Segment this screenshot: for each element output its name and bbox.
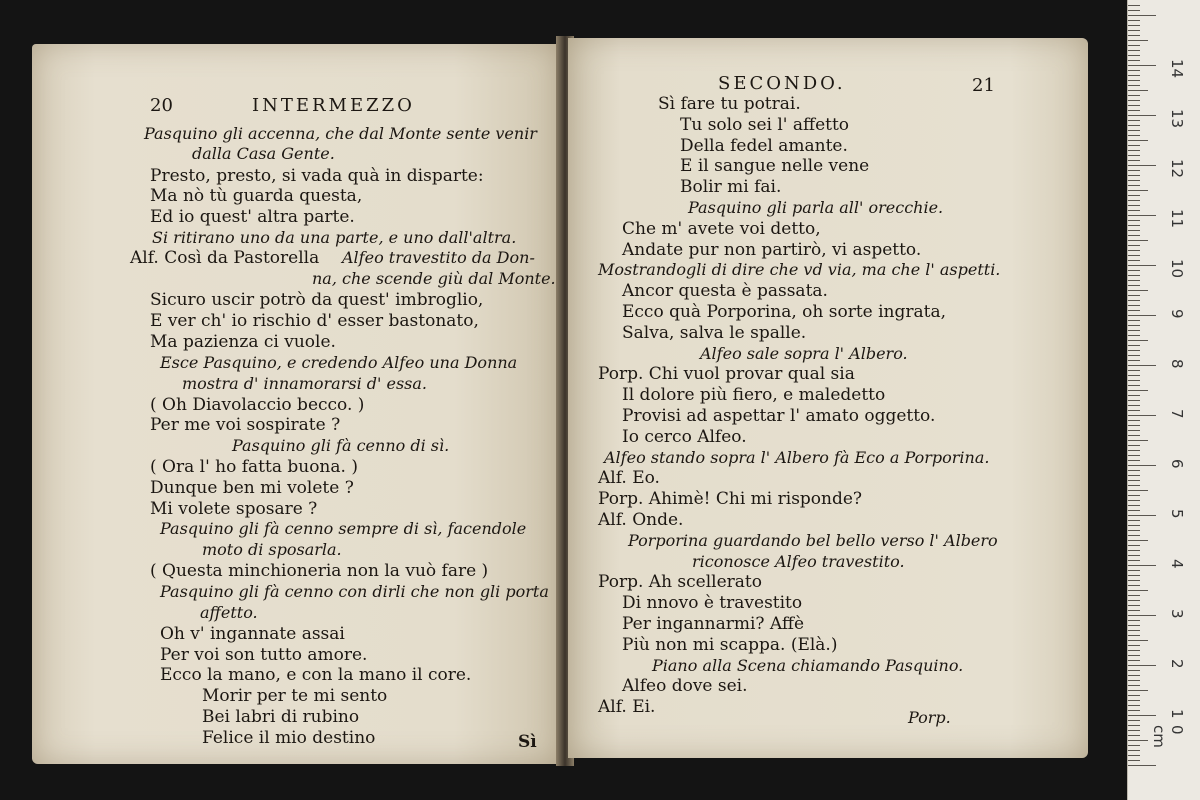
text-line: Ancor questa è passata. xyxy=(622,281,828,302)
text-line: Felice il mio destino xyxy=(202,728,376,748)
ruler-label: 4 xyxy=(1168,559,1186,569)
text-line: Ma nò tù guarda questa, xyxy=(150,186,363,206)
text-line: Morir per te mi sento xyxy=(202,686,388,706)
ruler-tick xyxy=(1128,140,1148,141)
ruler-tick xyxy=(1128,540,1148,541)
ruler-tick xyxy=(1128,620,1140,621)
text-line: affetto. xyxy=(200,603,258,622)
text-line: Alf. Ei. xyxy=(598,697,656,718)
text-line: ( Oh Diavolaccio becco. ) xyxy=(150,395,365,415)
ruler-tick xyxy=(1128,115,1156,116)
ruler-tick xyxy=(1128,565,1156,566)
ruler-tick xyxy=(1128,600,1140,601)
ruler-tick xyxy=(1128,65,1156,66)
ruler-tick xyxy=(1128,125,1140,126)
ruler-tick xyxy=(1128,105,1140,106)
ruler-tick xyxy=(1128,120,1140,121)
text-line: Più non mi scappa. (Elà.) xyxy=(622,634,838,655)
running-head: SECONDO. xyxy=(718,73,846,94)
text-line: dalla Casa Gente. xyxy=(192,144,335,163)
ruler-tick xyxy=(1128,205,1140,206)
text-line: ( Questa minchioneria non la vuò fare ) xyxy=(150,561,489,581)
ruler-tick xyxy=(1128,230,1140,231)
ruler-tick xyxy=(1128,85,1140,86)
ruler-tick xyxy=(1128,280,1140,281)
ruler-tick xyxy=(1128,690,1148,691)
page-number: 20 xyxy=(150,95,173,116)
ruler-tick xyxy=(1128,385,1140,386)
text-line: Alf. Eo. xyxy=(598,468,660,489)
ruler-tick xyxy=(1128,295,1140,296)
ruler-tick xyxy=(1128,110,1140,111)
text-line: Andate pur non partirò, vi aspetto. xyxy=(622,239,922,260)
ruler-tick xyxy=(1128,610,1140,611)
ruler-tick xyxy=(1128,265,1156,266)
ruler-tick xyxy=(1128,390,1148,391)
ruler-tick xyxy=(1128,645,1140,646)
text-line: riconosce Alfeo travestito. xyxy=(692,551,905,571)
ruler-tick xyxy=(1128,395,1140,396)
ruler-tick xyxy=(1128,70,1140,71)
ruler-tick xyxy=(1128,525,1140,526)
ruler-tick xyxy=(1128,650,1140,651)
text-line: Ma pazienza ci vuole. xyxy=(150,332,336,352)
ruler-tick xyxy=(1128,700,1140,701)
ruler-tick xyxy=(1128,5,1140,6)
ruler-tick xyxy=(1128,480,1140,481)
ruler-tick xyxy=(1128,520,1140,521)
ruler-tick xyxy=(1128,100,1140,101)
ruler-tick xyxy=(1128,460,1140,461)
ruler-tick xyxy=(1128,240,1148,241)
ruler-tick xyxy=(1128,630,1140,631)
ruler-tick xyxy=(1128,355,1140,356)
ruler-tick xyxy=(1128,250,1140,251)
ruler-tick xyxy=(1128,325,1140,326)
ruler-tick xyxy=(1128,655,1140,656)
ruler-tick xyxy=(1128,740,1148,741)
text-line: Alfeo sale sopra l' Albero. xyxy=(700,343,908,363)
ruler-tick xyxy=(1128,585,1140,586)
text-line: E il sangue nelle vene xyxy=(680,156,870,177)
ruler-label: 2 xyxy=(1168,659,1186,669)
ruler-tick xyxy=(1128,130,1140,131)
ruler-tick xyxy=(1128,660,1140,661)
ruler-tick xyxy=(1128,495,1140,496)
ruler-tick xyxy=(1128,465,1156,466)
text-line: Il dolore più fiero, e maledetto xyxy=(622,385,886,406)
ruler-tick xyxy=(1128,765,1156,766)
text-line: Porp. Ahimè! Chi mi risponde? xyxy=(598,489,863,510)
ruler-tick xyxy=(1128,445,1140,446)
ruler-tick xyxy=(1128,185,1140,186)
ruler-tick xyxy=(1128,720,1140,721)
ruler-tick xyxy=(1128,530,1140,531)
ruler-tick xyxy=(1128,345,1140,346)
ruler-tick xyxy=(1128,25,1140,26)
ruler-tick xyxy=(1128,245,1140,246)
ruler-tick xyxy=(1128,150,1140,151)
ruler-tick xyxy=(1128,425,1140,426)
ruler-label: 10 xyxy=(1168,259,1186,279)
ruler-tick xyxy=(1128,625,1140,626)
text-line: Esce Pasquino, e credendo Alfeo una Donna xyxy=(160,353,518,372)
text-line: mostra d' innamorarsi d' essa. xyxy=(182,374,428,393)
ruler-tick xyxy=(1128,380,1140,381)
ruler-tick xyxy=(1128,365,1156,366)
page-number: 21 xyxy=(972,75,995,96)
text-line: Salva, salva le spalle. xyxy=(622,322,807,343)
ruler-tick xyxy=(1128,15,1156,16)
ruler-label: 7 xyxy=(1168,409,1186,419)
ruler-tick xyxy=(1128,210,1140,211)
ruler-tick xyxy=(1128,705,1140,706)
ruler-tick xyxy=(1128,160,1140,161)
ruler-tick xyxy=(1128,225,1140,226)
ruler-tick xyxy=(1128,315,1156,316)
ruler-tick xyxy=(1128,490,1148,491)
ruler-tick xyxy=(1128,510,1140,511)
ruler-tick xyxy=(1128,430,1140,431)
ruler-tick xyxy=(1128,695,1140,696)
ruler-tick xyxy=(1128,35,1140,36)
ruler-label: 5 xyxy=(1168,509,1186,519)
ruler-tick xyxy=(1128,515,1156,516)
ruler-tick xyxy=(1128,285,1140,286)
ruler-tick xyxy=(1128,55,1140,56)
ruler-tick xyxy=(1128,320,1140,321)
ruler-tick xyxy=(1128,615,1156,616)
ruler-tick xyxy=(1128,440,1148,441)
text-line: Di nnovo è travestito xyxy=(622,593,803,614)
text-line: Pasquino gli fà cenno sempre di sì, facendole xyxy=(160,519,527,538)
text-line: Ed io quest' altra parte. xyxy=(150,207,355,227)
text-line: Oh v' ingannate assai xyxy=(160,624,345,644)
ruler-tick xyxy=(1128,200,1140,201)
ruler-tick xyxy=(1128,360,1140,361)
ruler-tick xyxy=(1128,505,1140,506)
text-line: Alfeo stando sopra l' Albero fà Eco a Porporina. xyxy=(604,447,990,467)
left-page xyxy=(32,44,560,764)
text-line: Porporina guardando bel bello verso l' Albero xyxy=(628,530,998,550)
ruler-tick xyxy=(1128,30,1140,31)
text-line: Bolir mi fai. xyxy=(680,177,782,198)
catchword: Porp. xyxy=(908,708,951,727)
ruler-label: 6 xyxy=(1168,459,1186,469)
ruler-tick xyxy=(1128,715,1156,716)
text-line: Che m' avete voi detto, xyxy=(622,218,821,239)
text-line: Tu solo sei l' affetto xyxy=(680,114,850,135)
ruler-tick xyxy=(1128,175,1140,176)
ruler-tick xyxy=(1128,755,1140,756)
ruler-tick xyxy=(1128,350,1140,351)
text-line: Mi volete sposare ? xyxy=(150,499,318,519)
ruler-tick xyxy=(1128,20,1140,21)
ruler-label: 8 xyxy=(1168,359,1186,369)
ruler-tick xyxy=(1128,595,1140,596)
ruler-tick xyxy=(1128,710,1140,711)
ruler-tick xyxy=(1128,405,1140,406)
text-line: Alfeo travestito da Don- xyxy=(342,248,535,267)
text-line: na, che scende giù dal Monte. xyxy=(312,269,556,288)
text-line: Dunque ben mi volete ? xyxy=(150,478,354,498)
text-line: Alfeo dove sei. xyxy=(622,676,748,697)
ruler-tick xyxy=(1128,750,1140,751)
ruler-tick xyxy=(1128,485,1140,486)
ruler-label: 11 xyxy=(1168,209,1186,229)
text-line: Pasquino gli accenna, che dal Monte sente venir xyxy=(144,124,537,143)
text-line: Della fedel amante. xyxy=(680,135,848,156)
open-book xyxy=(28,36,1088,766)
ruler-tick xyxy=(1128,180,1140,181)
ruler-tick xyxy=(1128,560,1140,561)
ruler-tick xyxy=(1128,640,1148,641)
ruler-tick xyxy=(1128,335,1140,336)
text-line: Per ingannarmi? Affè xyxy=(622,614,805,634)
ruler-tick xyxy=(1128,605,1140,606)
text-line: Ecco la mano, e con la mano il core. xyxy=(160,665,472,685)
ruler-tick xyxy=(1128,685,1140,686)
ruler-tick xyxy=(1128,75,1140,76)
text-line: Mostrandogli di dire che vd via, ma che l' aspetti. xyxy=(598,260,1001,280)
text-line: Porp. Ah scellerato xyxy=(598,572,762,593)
ruler-tick xyxy=(1128,590,1148,591)
ruler-tick xyxy=(1128,220,1140,221)
ruler-label: 1 xyxy=(1168,709,1186,719)
ruler-tick xyxy=(1128,555,1140,556)
text-line: ( Ora l' ho fatta buona. ) xyxy=(150,457,358,477)
ruler-tick xyxy=(1128,135,1140,136)
ruler-tick xyxy=(1128,165,1156,166)
ruler-tick xyxy=(1128,260,1140,261)
ruler-label: 14 xyxy=(1168,59,1186,79)
ruler-tick xyxy=(1128,190,1148,191)
text-line: Per me voi sospirate ? xyxy=(150,415,341,435)
ruler-tick xyxy=(1128,215,1156,216)
ruler-label: 13 xyxy=(1168,109,1186,129)
ruler-tick xyxy=(1128,310,1140,311)
ruler-tick xyxy=(1128,670,1140,671)
text-line: Porp. Chi vuol provar qual sia xyxy=(598,364,855,385)
ruler-tick xyxy=(1128,305,1140,306)
ruler-tick xyxy=(1128,170,1140,171)
ruler-tick xyxy=(1128,400,1140,401)
ruler-tick xyxy=(1128,745,1140,746)
ruler-tick xyxy=(1128,370,1140,371)
ruler-tick xyxy=(1128,270,1140,271)
ruler-tick xyxy=(1128,760,1140,761)
ruler-tick xyxy=(1128,500,1140,501)
ruler-tick xyxy=(1128,635,1140,636)
ruler-tick xyxy=(1128,735,1140,736)
ruler-tick xyxy=(1128,570,1140,571)
ruler-tick xyxy=(1128,535,1140,536)
ruler-tick xyxy=(1128,455,1140,456)
ruler-tick xyxy=(1128,580,1140,581)
ruler-label: 12 xyxy=(1168,159,1186,179)
ruler-tick xyxy=(1128,330,1140,331)
catchword: Sì xyxy=(518,732,537,752)
ruler-tick xyxy=(1128,155,1140,156)
text-line: Io cerco Alfeo. xyxy=(622,426,747,447)
ruler-tick xyxy=(1128,550,1140,551)
text-line: Piano alla Scena chiamando Pasquino. xyxy=(652,655,964,675)
ruler-tick xyxy=(1128,675,1140,676)
ruler-tick xyxy=(1128,730,1140,731)
text-line: Pasquino gli parla all' orecchie. xyxy=(688,198,944,217)
ruler-tick xyxy=(1128,60,1140,61)
ruler-tick xyxy=(1128,410,1140,411)
ruler-tick xyxy=(1128,40,1148,41)
ruler-tick xyxy=(1128,95,1140,96)
text-line: Si ritirano uno da una parte, e uno dall'altra. xyxy=(152,228,517,247)
ruler-tick xyxy=(1128,195,1140,196)
right-page xyxy=(568,38,1088,758)
ruler-tick xyxy=(1128,665,1156,666)
text-line: Alf. Onde. xyxy=(598,510,684,530)
ruler-tick xyxy=(1128,545,1140,546)
ruler-tick xyxy=(1128,275,1140,276)
ruler-tick xyxy=(1128,435,1140,436)
ruler-label: 3 xyxy=(1168,609,1186,619)
ruler-tick xyxy=(1128,450,1140,451)
text-line: Ecco quà Porporina, oh sorte ingrata, xyxy=(622,302,947,322)
running-head: INTERMEZZO xyxy=(252,95,415,116)
text-line: E ver ch' io rischio d' esser bastonato, xyxy=(150,311,479,331)
ruler-tick xyxy=(1128,90,1148,91)
ruler-tick xyxy=(1128,80,1140,81)
ruler-tick xyxy=(1128,475,1140,476)
ruler-tick xyxy=(1128,235,1140,236)
text-line: Per voi son tutto amore. xyxy=(160,645,368,665)
ruler-label: 9 xyxy=(1168,309,1186,319)
text-line: Pasquino gli fà cenno di sì. xyxy=(232,436,450,455)
ruler-tick xyxy=(1128,680,1140,681)
text-line: Provisi ad aspettar l' amato oggetto. xyxy=(622,406,936,426)
ruler-tick xyxy=(1128,725,1140,726)
text-line: Alf. Così da Pastorella xyxy=(130,248,320,268)
ruler-tick xyxy=(1128,575,1140,576)
text-line: Sì fare tu potrai. xyxy=(658,94,801,114)
ruler-tick xyxy=(1128,375,1140,376)
text-line: Pasquino gli fà cenno con dirli che non gli porta xyxy=(160,582,549,601)
ruler-label: 0 cm xyxy=(1150,725,1186,748)
ruler-tick xyxy=(1128,420,1140,421)
measurement-ruler xyxy=(1127,0,1200,800)
text-line: Presto, presto, si vada quà in disparte: xyxy=(150,166,484,186)
text-line: moto di sposarla. xyxy=(202,540,342,559)
ruler-tick xyxy=(1128,10,1140,11)
ruler-tick xyxy=(1128,340,1148,341)
ruler-tick xyxy=(1128,470,1140,471)
ruler-tick xyxy=(1128,50,1140,51)
text-line: Bei labri di rubino xyxy=(202,707,360,727)
ruler-tick xyxy=(1128,300,1140,301)
text-line: Sicuro uscir potrò da quest' imbroglio, xyxy=(150,290,484,310)
ruler-tick xyxy=(1128,255,1140,256)
ruler-tick xyxy=(1128,145,1140,146)
ruler-tick xyxy=(1128,415,1156,416)
ruler-tick xyxy=(1128,290,1148,291)
ruler-tick xyxy=(1128,45,1140,46)
